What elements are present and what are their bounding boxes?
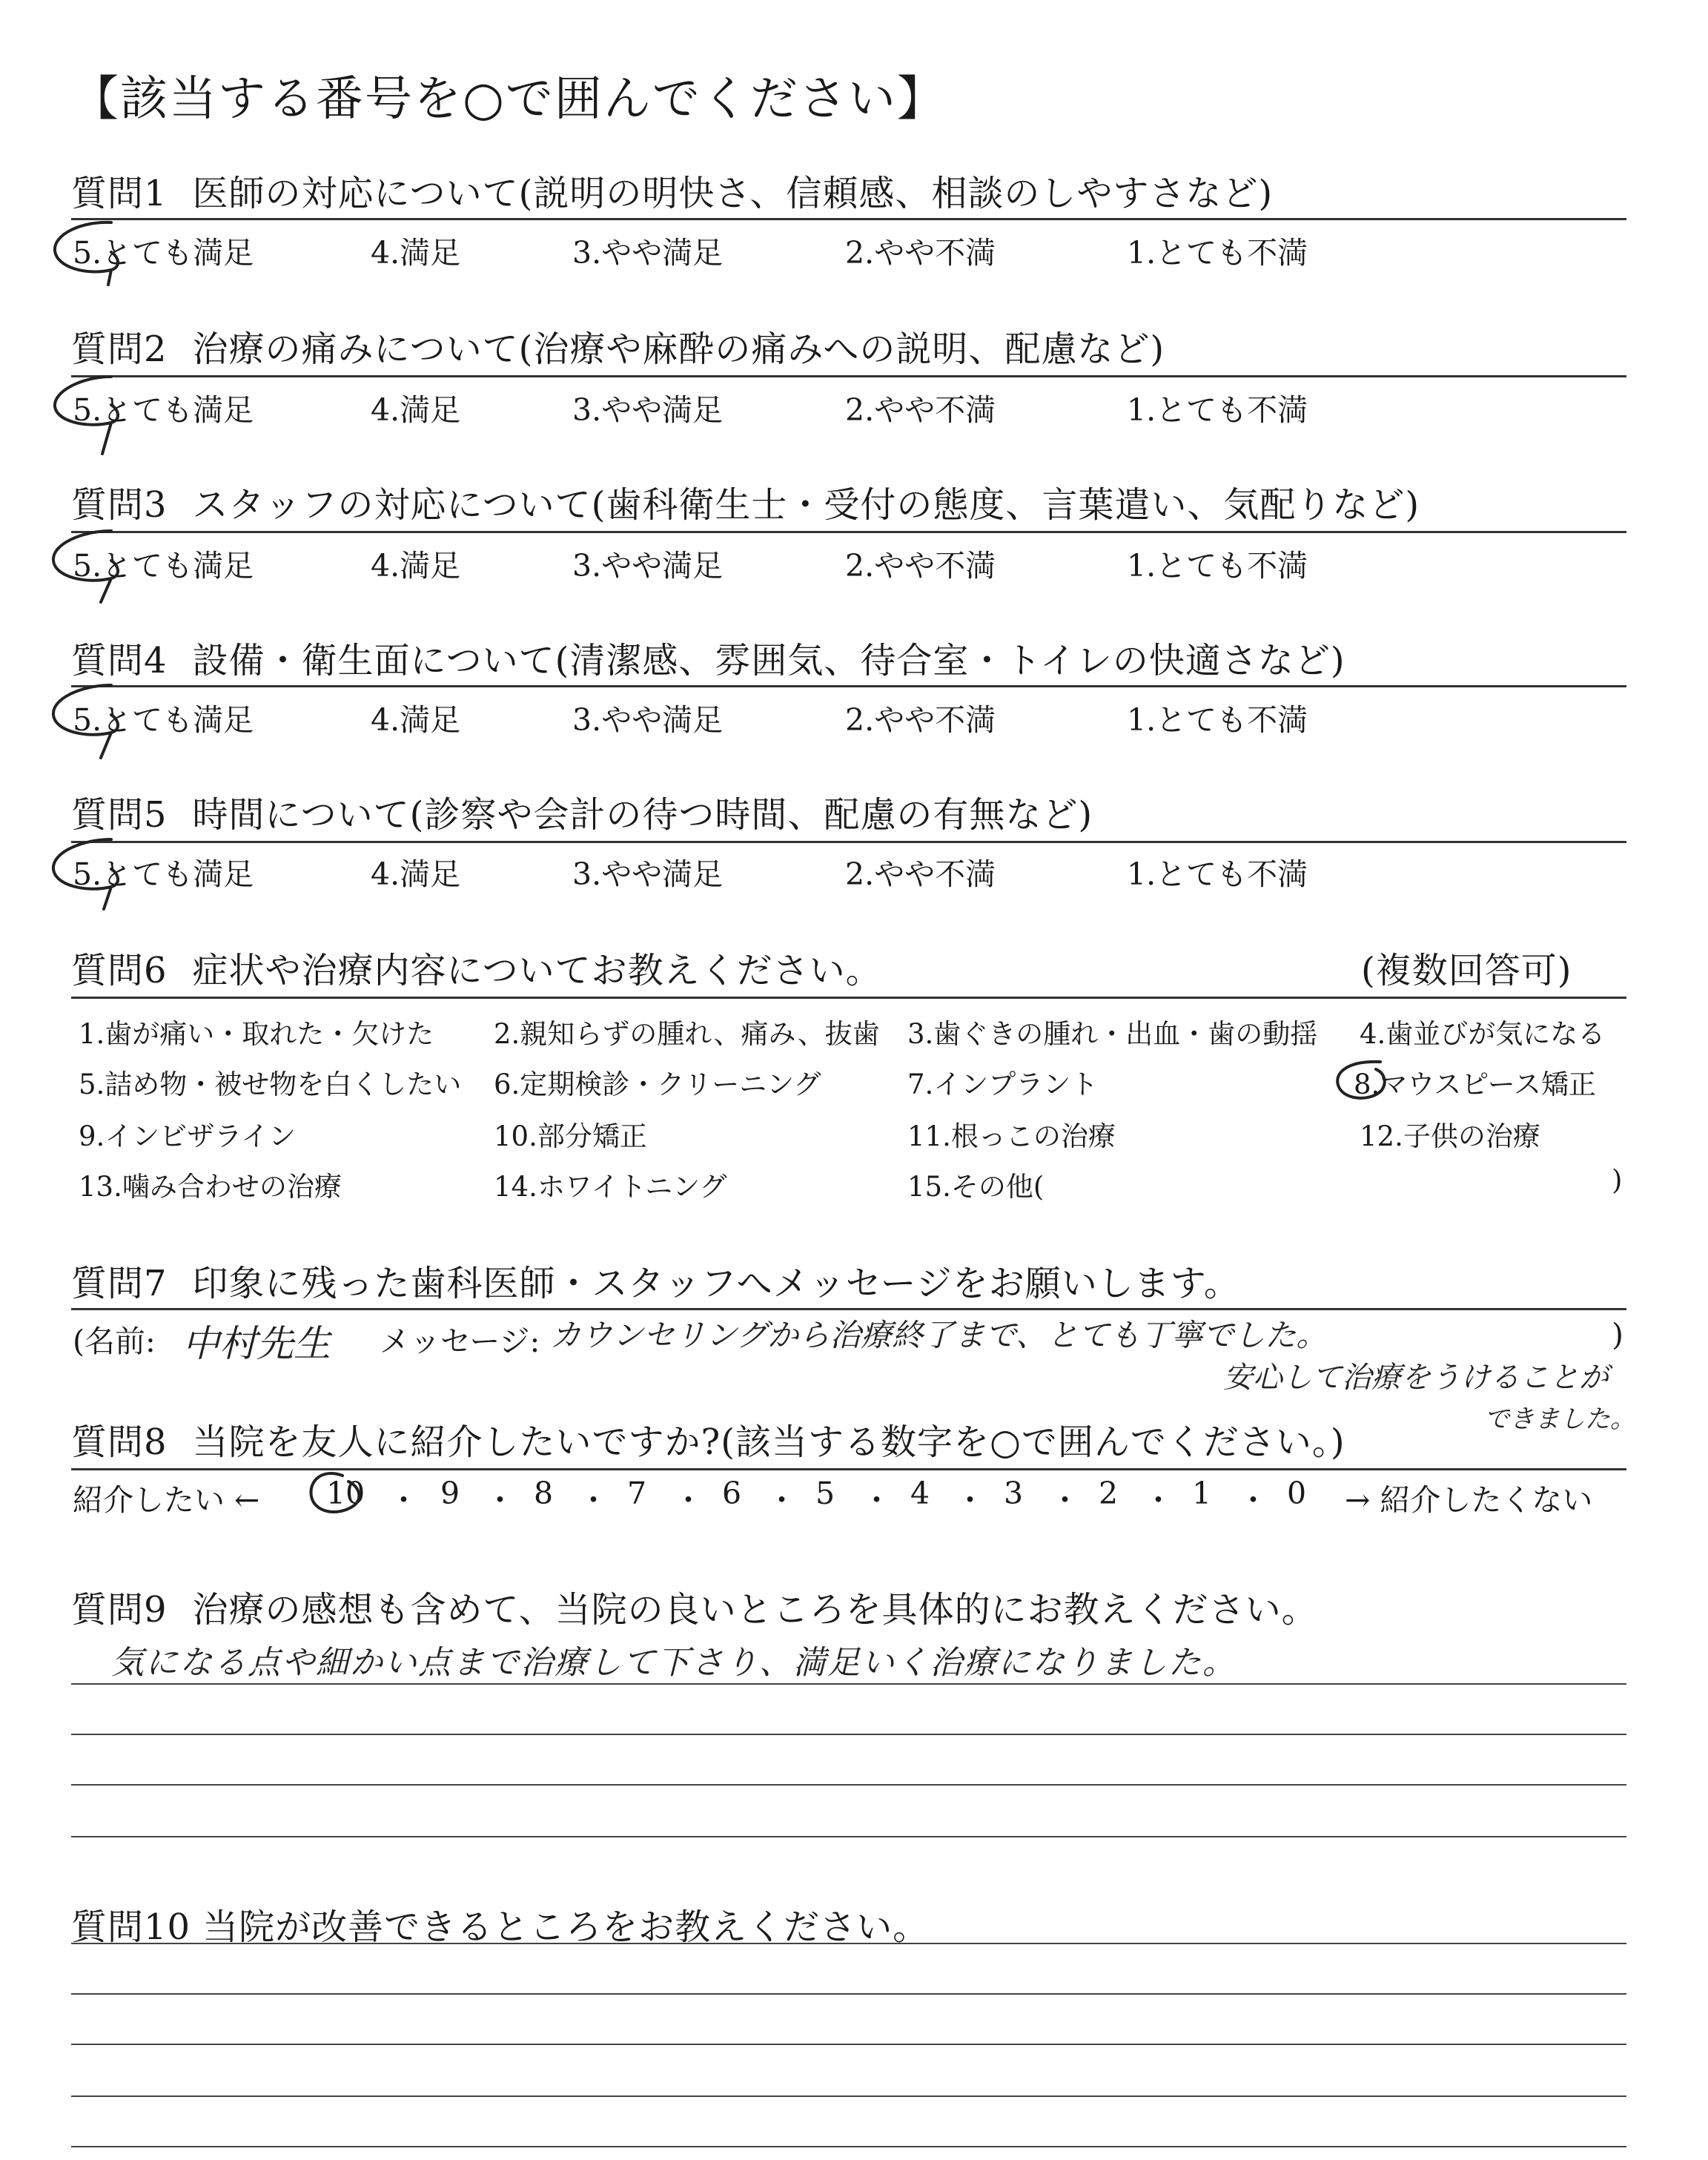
q3-option-1[interactable]: 1.とても不満 [1127, 548, 1308, 584]
question-text: 当院が改善できるところをお教えください。 [202, 1906, 930, 1948]
message-handwritten-line3[interactable]: できました。 [1484, 1404, 1635, 1434]
q6-option-3[interactable]: 3.歯ぐきの腫れ・出血・歯の動揺 [907, 1018, 1318, 1050]
q4-option-3[interactable]: 3.やや満足 [572, 702, 724, 738]
q6-option-1[interactable]: 1.歯が痛い・取れた・欠けた [79, 1018, 434, 1050]
question-number: 質問3 [71, 484, 168, 526]
scale-right-label: → 紹介したくない [1345, 1482, 1593, 1518]
question-text: スタッフの対応について(歯科衛生士・受付の態度、言葉遣い、気配りなど) [192, 484, 1420, 526]
message-handwritten-line1[interactable]: カウンセリングから治療終了まで、とても丁寧でした。 [550, 1317, 1328, 1353]
question-text: 医師の対応について(説明の明快さ、信頼感、相談のしやすさなど) [192, 173, 1274, 214]
q4-selection-circle [53, 685, 118, 735]
q6-option-7[interactable]: 7.インプラント [907, 1069, 1099, 1100]
name-handwritten[interactable]: 中村先生 [182, 1322, 331, 1365]
q5-option-5[interactable]: 5.とても満足 [73, 856, 254, 892]
scale-separator: ・ [1238, 1482, 1268, 1518]
scale-6[interactable]: 6 [722, 1476, 742, 1511]
q1-option-2[interactable]: 2.やや不満 [845, 235, 996, 271]
scale-separator: ・ [578, 1482, 609, 1518]
multiple-answers-note: (複数回答可) [1361, 950, 1572, 991]
scale-7[interactable]: 7 [627, 1476, 647, 1511]
q8-selection-circle [311, 1473, 359, 1512]
scale-3[interactable]: 3 [1004, 1476, 1024, 1511]
scale-separator: ・ [388, 1482, 419, 1518]
q2-option-3[interactable]: 3.やや満足 [572, 392, 724, 428]
q6-selection-circle [1337, 1062, 1385, 1098]
scale-1[interactable]: 1 [1192, 1476, 1212, 1511]
q6-option-5[interactable]: 5.詰め物・被せ物を白くしたい [79, 1069, 462, 1100]
question-text: 時間について(診察や会計の待つ時間、配慮の有無など) [192, 794, 1093, 836]
scale-left-label: 紹介したい ← [73, 1482, 260, 1518]
q4-option-5[interactable]: 5.とても満足 [73, 702, 254, 738]
question-number: 質問8 [71, 1421, 168, 1463]
q3-selection-tick [101, 578, 111, 602]
q5-selection-tick [104, 887, 111, 909]
q3-option-4[interactable]: 4.満足 [371, 548, 461, 584]
q6-option-9[interactable]: 9.インビザライン [79, 1120, 297, 1152]
q6-other-close-paren: ) [1612, 1164, 1623, 1196]
scale-2[interactable]: 2 [1099, 1476, 1119, 1511]
scale-separator: ・ [1143, 1482, 1174, 1518]
scale-separator: ・ [767, 1482, 797, 1518]
scale-separator: ・ [485, 1482, 515, 1518]
scale-separator: ・ [955, 1482, 985, 1518]
q6-option-11[interactable]: 11.根っこの治療 [907, 1120, 1116, 1152]
question-number: 質問9 [71, 1589, 168, 1631]
q4-option-1[interactable]: 1.とても不満 [1127, 702, 1308, 738]
message-label: メッセージ: [380, 1324, 540, 1359]
q3-option-2[interactable]: 2.やや不満 [845, 548, 996, 584]
question-number: 質問7 [71, 1263, 168, 1304]
q2-selection-tick [102, 423, 111, 454]
question-number: 質問4 [71, 640, 168, 681]
q3-selection-circle [53, 531, 118, 581]
question-number: 質問10 [71, 1906, 191, 1948]
q2-option-4[interactable]: 4.満足 [371, 392, 461, 428]
q1-selection-tick [108, 270, 111, 285]
q6-option-2[interactable]: 2.親知らずの腫れ、痛み、抜歯 [494, 1018, 880, 1050]
q4-option-4[interactable]: 4.満足 [371, 702, 461, 738]
scale-5[interactable]: 5 [815, 1476, 835, 1511]
q6-option-14[interactable]: 14.ホワイトニング [494, 1171, 727, 1203]
question-text: 治療の感想も含めて、当院の良いところを具体的にお教えください。 [192, 1589, 1318, 1631]
scale-0[interactable]: 0 [1287, 1476, 1307, 1511]
scale-8[interactable]: 8 [534, 1476, 554, 1511]
scale-separator: ・ [673, 1482, 704, 1518]
q4-option-2[interactable]: 2.やや不満 [845, 702, 996, 738]
q1-selection-circle [55, 222, 118, 272]
question-number: 質問2 [71, 328, 168, 370]
message-handwritten-line2[interactable]: 安心して治療をうけることが [1223, 1361, 1609, 1395]
q4-selection-tick [101, 733, 111, 758]
question-text: 設備・衛生面について(清潔感、雰囲気、待合室・トイレの快適さなど) [192, 640, 1345, 681]
scale-4[interactable]: 4 [910, 1476, 930, 1511]
question-text: 当院を友人に紹介したいですか?(該当する数字を○で囲んでください。) [192, 1421, 1345, 1463]
q2-option-2[interactable]: 2.やや不満 [845, 392, 996, 428]
q5-selection-circle [53, 839, 118, 889]
q1-option-1[interactable]: 1.とても不満 [1127, 235, 1308, 271]
q5-option-2[interactable]: 2.やや不満 [845, 856, 996, 892]
question-number: 質問1 [71, 173, 168, 214]
q6-option-13[interactable]: 13.噛み合わせの治療 [79, 1171, 342, 1203]
scale-separator: ・ [1050, 1482, 1080, 1518]
form-title: 【該当する番号を○で囲んでください】 [71, 72, 946, 127]
message-close-paren: ) [1612, 1317, 1623, 1353]
q6-option-10[interactable]: 10.部分矯正 [494, 1120, 647, 1152]
q5-option-3[interactable]: 3.やや満足 [572, 856, 724, 892]
scale-separator: ・ [861, 1482, 892, 1518]
q3-option-3[interactable]: 3.やや満足 [572, 548, 724, 584]
q6-option-12[interactable]: 12.子供の治療 [1360, 1120, 1540, 1152]
q2-selection-circle [55, 377, 118, 425]
question-number: 質問6 [71, 950, 168, 991]
name-label: (名前: [73, 1324, 156, 1359]
question-text: 症状や治療内容についてお教えください。 [192, 950, 882, 991]
q9-handwritten-answer[interactable]: 気になる点や細かい点まで治療して下さり、満足いく治療になりました。 [111, 1644, 1237, 1682]
scale-9[interactable]: 9 [440, 1476, 460, 1511]
q1-option-5[interactable]: 5.とても満足 [73, 235, 254, 271]
question-text: 治療の痛みについて(治療や麻酔の痛みへの説明、配慮など) [192, 328, 1165, 370]
q2-option-1[interactable]: 1.とても不満 [1127, 392, 1308, 428]
question-number: 質問5 [71, 794, 168, 836]
q6-option-6[interactable]: 6.定期検診・クリーニング [494, 1069, 821, 1100]
q6-option-15[interactable]: 15.その他( [907, 1171, 1045, 1203]
question-text: 印象に残った歯科医師・スタッフへメッセージをお願いします。 [192, 1263, 1240, 1304]
q1-option-3[interactable]: 3.やや満足 [572, 235, 724, 271]
q3-option-5[interactable]: 5.とても満足 [73, 548, 254, 584]
scale-10[interactable]: 10 [326, 1476, 365, 1511]
q6-option-4[interactable]: 4.歯並びが気になる [1360, 1018, 1606, 1050]
q6-option-8[interactable]: 8.マウスピース矯正 [1354, 1069, 1596, 1100]
q2-option-5[interactable]: 5.とても満足 [73, 392, 254, 428]
q5-option-1[interactable]: 1.とても不満 [1127, 856, 1308, 892]
q1-option-4[interactable]: 4.満足 [371, 235, 461, 271]
q5-option-4[interactable]: 4.満足 [371, 856, 461, 892]
